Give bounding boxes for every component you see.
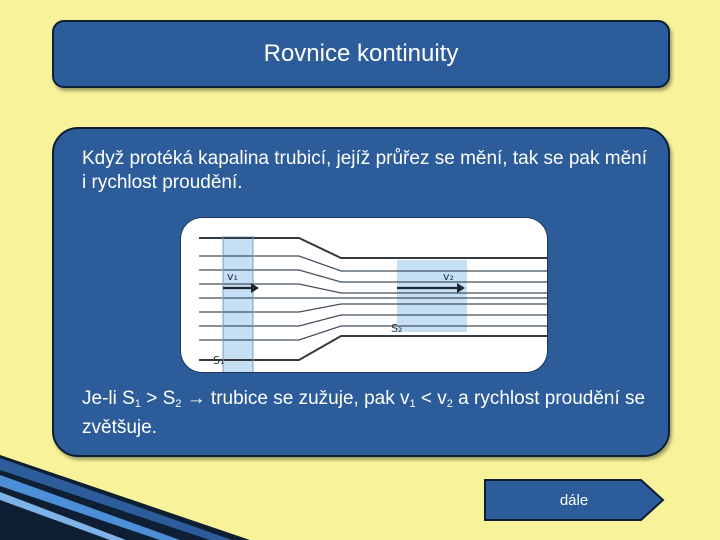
label-s2: S₂: [391, 322, 403, 335]
next-button-label: dále: [559, 491, 589, 509]
label-s1: S₁: [213, 354, 225, 367]
conclusion-text-c: → trubice se zužuje, pak v: [181, 388, 410, 409]
subscript-s1: 1: [134, 398, 141, 410]
tube-flow-svg: [181, 218, 547, 372]
conclusion-text-b: > S: [140, 388, 176, 409]
tube-flow-diagram: [180, 217, 548, 373]
conclusion-text-d: < v: [415, 388, 447, 409]
content-panel: [52, 127, 670, 457]
label-v1: v₁: [227, 270, 238, 283]
subscript-v2: 2: [446, 398, 453, 410]
intro-paragraph: Když protéká kapalina trubicí, jejíž průřez se mění, tak se pak mění i rychlost proudění.: [82, 148, 647, 193]
title-banner: [52, 20, 670, 88]
conclusion-text-a: Je-li S: [82, 388, 135, 409]
conclusion-paragraph: [82, 387, 652, 440]
subscript-s2: 2: [175, 398, 182, 410]
slide-title: Rovnice kontinuity: [263, 40, 459, 67]
subscript-v1: 1: [409, 398, 416, 410]
conclusion-text-e: a rychlost proudění se zvětšuje.: [82, 388, 646, 438]
label-v2: v₂: [443, 270, 454, 283]
next-button[interactable]: [483, 478, 665, 522]
